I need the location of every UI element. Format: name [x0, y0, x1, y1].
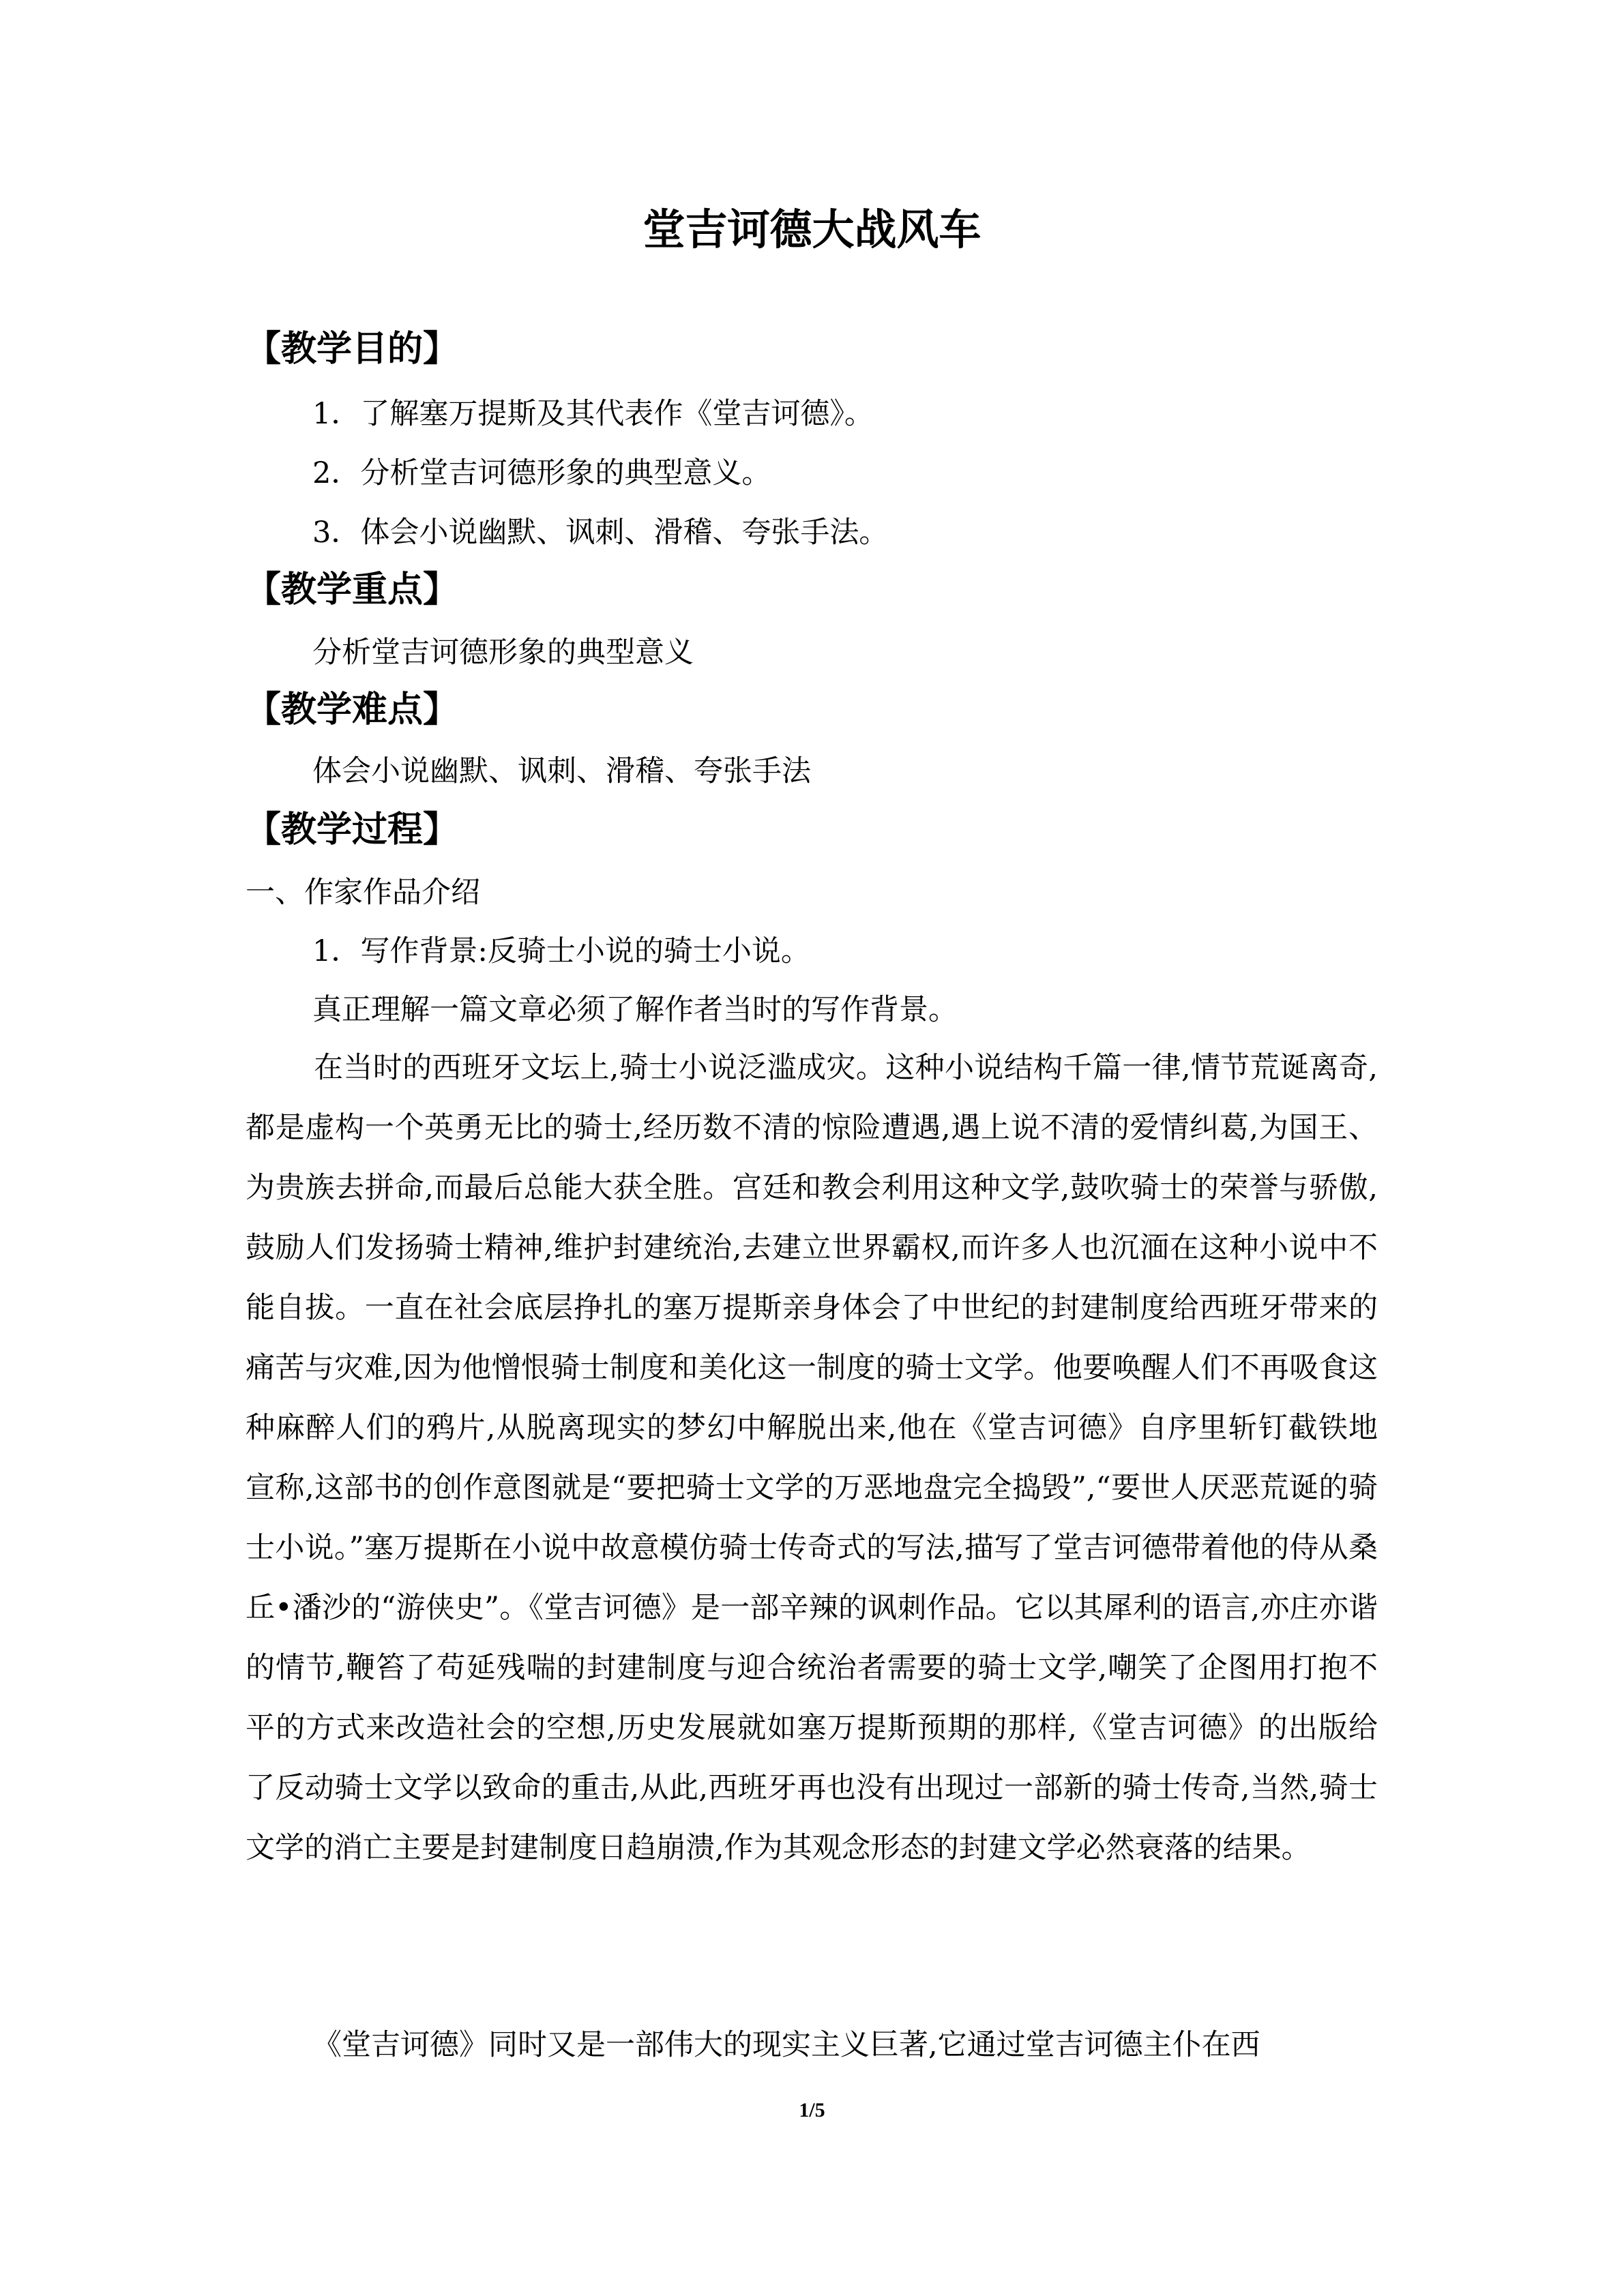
- document-title: 堂吉诃德大战风车: [643, 205, 981, 254]
- objective-item-1: 1．了解塞万提斯及其代表作《堂吉诃德》。: [312, 397, 874, 431]
- page-number: 1/5: [799, 2099, 825, 2121]
- objective-item-2: 2．分析堂吉诃德形象的典型意义。: [312, 456, 771, 490]
- process-heading: 【教学过程】: [246, 809, 459, 850]
- intro-line: 真正理解一篇文章必须了解作者当时的写作背景。: [312, 993, 958, 1027]
- key-point-text: 分析堂吉诃德形象的典型意义: [312, 636, 694, 670]
- main-paragraph: 在当时的西班牙文坛上,骑士小说泛滥成灾。这种小说结构千篇一律,情节荒诞离奇,都是虚构一个英勇无比的骑士,经历数不清的惊险遭遇,遇上说不清的爱情纠葛,为国王、为贵族去拼命,而最后总能大获全胜。宫廷和教会利用这种文学,鼓吹骑士的荣誉与骄傲,鼓励人们发扬骑士精神,维护封建统治,去建立世界霸权,而许多人也沉湎在这种小说中不能自拔。一直在社会底层挣扎的塞万提斯亲身体会了中世纪的封建制度给西班牙带来的痛苦与灾难,因为他憎恨骑士制度和美化这一制度的骑士文学。他要唤醒人们不再吸食这种麻醉人们的鸦片,从脱离现实的梦幻中解脱出来,他在《堂吉诃德》自序里斩钉截铁地宣称,这部书的创作意图就是“要把骑士文学的万恶地盘完全捣毁”,“要世人厌恶荒诞的骑士小说。”塞万提斯在小说中故意模仿骑士传奇式的写法,描写了堂吉诃德带着他的侍从桑丘•潘沙的“游侠史”。《堂吉诃德》是一部辛辣的讽刺作品。它以其犀利的语言,亦庄亦谐的情节,鞭笞了苟延残喘的封建制度与迎合统治者需要的骑士文学,嘲笑了企图用打抱不平的方式来改造社会的空想,历史发展就如塞万提斯预期的那样,《堂吉诃德》的出版给了反动骑士文学以致命的重击,从此,西班牙再也没有出现过一部新的骑士传奇,当然,骑士文学的消亡主要是封建制度日趋崩溃,作为其观念形态的封建文学必然衰落的结果。: [246, 1051, 1378, 1865]
- writing-background-item: 1．写作背景:反骑士小说的骑士小说。: [312, 934, 810, 968]
- key-point-heading: 【教学重点】: [246, 569, 459, 610]
- difficulty-heading: 【教学难点】: [246, 689, 459, 730]
- objectives-heading: 【教学目的】: [246, 329, 459, 370]
- part-one-heading: 一、作家作品介绍: [246, 876, 480, 910]
- next-paragraph-start: 《堂吉诃德》同时又是一部伟大的现实主义巨著,它通过堂吉诃德主仆在西: [312, 2028, 1260, 2062]
- difficulty-text: 体会小说幽默、讽刺、滑稽、夸张手法: [312, 754, 811, 788]
- objective-item-3: 3．体会小说幽默、讽刺、滑稽、夸张手法。: [312, 516, 889, 550]
